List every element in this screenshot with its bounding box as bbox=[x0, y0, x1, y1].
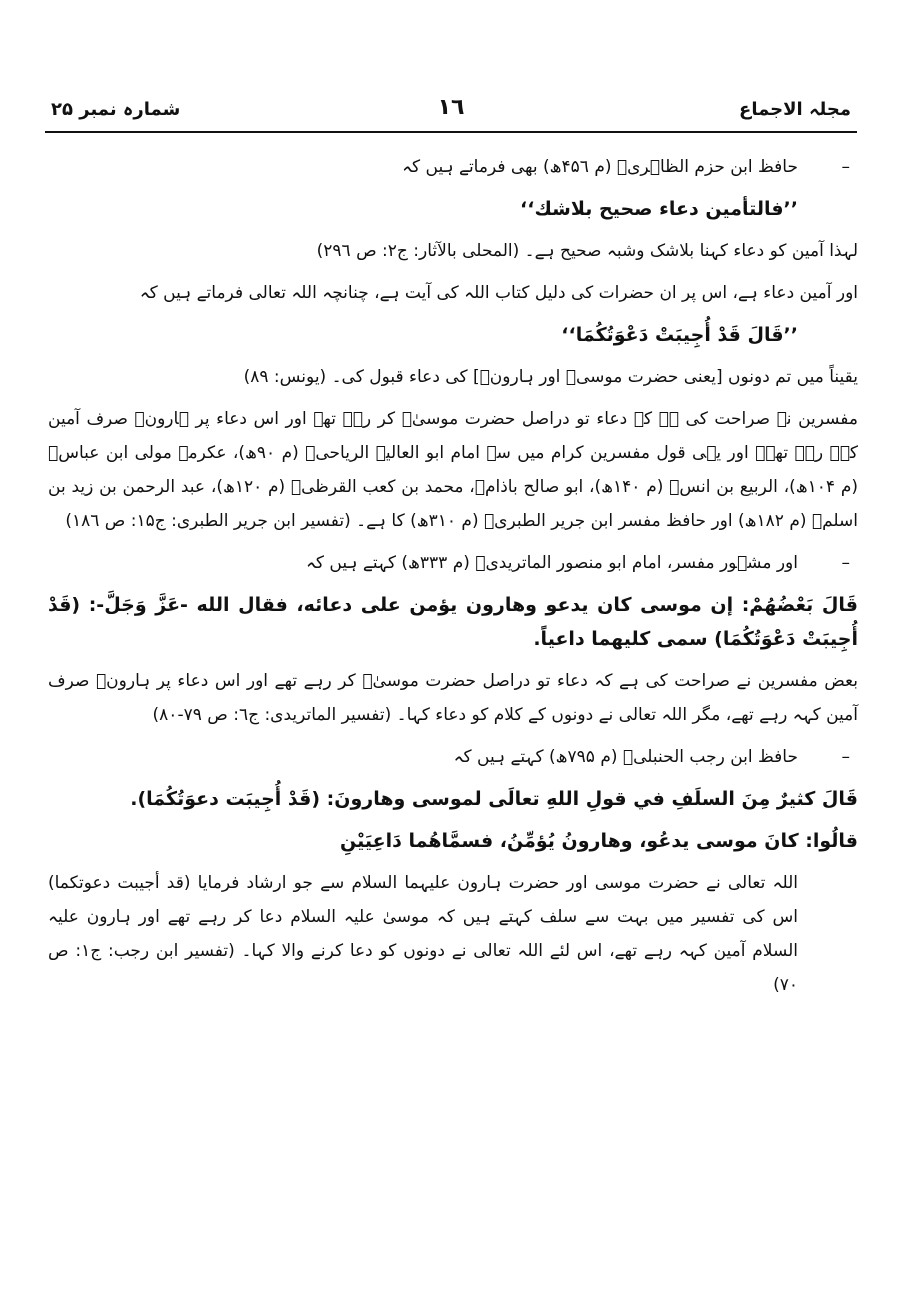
paragraph-verse-translation: یقیناً میں تم دونوں [یعنی حضرت موسیؑ اور ہارونؑ] کی دعاء قبول کی۔ (یونس: ۸۹) bbox=[243, 367, 858, 387]
paragraph-ibn-hazm-intro: – حافظ ابن حزم الظاہریؒ (م ۴۵٦ھ) بھی فرماتے ہیں کہ bbox=[48, 150, 858, 184]
paragraph-ibn-rajab-translation: اللہ تعالی نے حضرت موسی اور حضرت ہارون علیہما السلام سے جو ارشاد فرمایا (قد أجيبت دعوتكما) اس کی تفسیر میں بہت سے سلف کہتے ہیں کہ موسیٰ علیہ السلام دعا کر رہے تھے اور ہارون علیہ السلام آمین کہہ رہے تھے، اس لئے اللہ تعالی نے دونوں کو دعا کرنے والا کہا۔ (تفسیر ابن رجب: ج۱: ص ۷۰) bbox=[48, 873, 799, 995]
quote-quran-verse: ’’قَالَ قَدْ أُجِيبَتْ دَعْوَتُكُمَا‘‘ bbox=[561, 324, 798, 346]
quote-ibn-rajab-1: قَالَ كثيرٌ مِنَ السلَفِ في قولِ اللهِ تعالَى لموسى وهارونَ: (قَدْ أُجِيبَت دعوَتُكُمَا). bbox=[130, 788, 858, 810]
paragraph-muhalla-ref: لہذا آمین کو دعاء کہنا بلاشک وشبہ صحیح ہے۔ (المحلی بالآثار: ج۲: ص ۲۹٦) bbox=[316, 241, 858, 261]
page-number: ١٦ bbox=[437, 95, 465, 120]
paragraph-maturidi-translation: بعض مفسرین نے صراحت کی ہے کہ دعاء تو دراصل حضرت موسیٰؑ کر رہے تھے اور اس دعاء پر ہارونؑ صرف آمین کہہ رہے تھے، مگر اللہ تعالی نے دونوں کے کلام کو دعاء کہا۔ (تفسیر الماتریدی: ج٦: ص ۷۹-۸۰) bbox=[48, 671, 858, 725]
quote-ibn-hazm: ’’فالتأمين دعاء صحيح بلاشك‘‘ bbox=[520, 198, 798, 220]
journal-title: مجلہ الاجماع bbox=[739, 99, 851, 120]
article-body bbox=[48, 150, 858, 1270]
paragraph-maturidi-intro: – اور مشہور مفسر، امام ابو منصور الماتریدیؒ (م ۳۳۳ھ) کہتے ہیں کہ bbox=[48, 546, 858, 580]
paragraph-ibn-rajab-intro: – حافظ ابن رجب الحنبلیؒ (م ۷۹۵ھ) کہتے ہیں کہ bbox=[48, 740, 858, 774]
quote-ibn-rajab-2: قالُوا: كانَ موسى يدعُو، وهارونُ يُؤمِّنُ، فسمَّاهُما دَاعِيَيْنِ bbox=[340, 830, 858, 852]
page-header bbox=[45, 95, 857, 133]
paragraph-mufassirin: مفسرین نے صراحت کی ہے کہ دعاء تو دراصل حضرت موسیٰؑ کر رہے تھے اور اس دعاء پر ہارونؑ صرف آمین کہہ رہے تھے۔ اور یہی قول مفسرین کرام میں سے امام ابو العالیۃ الریاحیؒ (م ۹۰ھ)، عکرمہ مولی ابن عباسؓ (م ۱۰۴ھ)، الربیع بن انسؒ (م ۱۴۰ھ)، ابو صالح باذامؒ، محمد بن کعب القرظیؒ (م ۱۲۰ھ)، عبد الرحمن بن زید بن اسلمؒ (م ۱۸۲ھ) اور حافظ مفسر ابن جریر الطبریؒ (م ۳۱۰ھ) کا ہے۔ (تفسیر ابن جریر الطبری: ج۱۵: ص ۱۸٦) bbox=[48, 409, 859, 531]
paragraph-quran-evidence: اور آمین دعاء ہے، اس پر ان حضرات کی دلیل کتاب اللہ کی آیت ہے، چنانچہ اللہ تعالی فرماتے ہیں کہ bbox=[139, 283, 858, 303]
issue-number: شمارہ نمبر ۲۵ bbox=[51, 99, 181, 120]
quote-maturidi-arabic: قَالَ بَعْضُهُمْ: إن موسى كان يدعو وهارون يؤمن على دعائه، فقال الله -عَزَّ وَجَلَّ-: (قَدْ أُجِيبَتْ دَعْوَتُكُمَا) سمى كليهما داعياً. bbox=[48, 594, 858, 650]
